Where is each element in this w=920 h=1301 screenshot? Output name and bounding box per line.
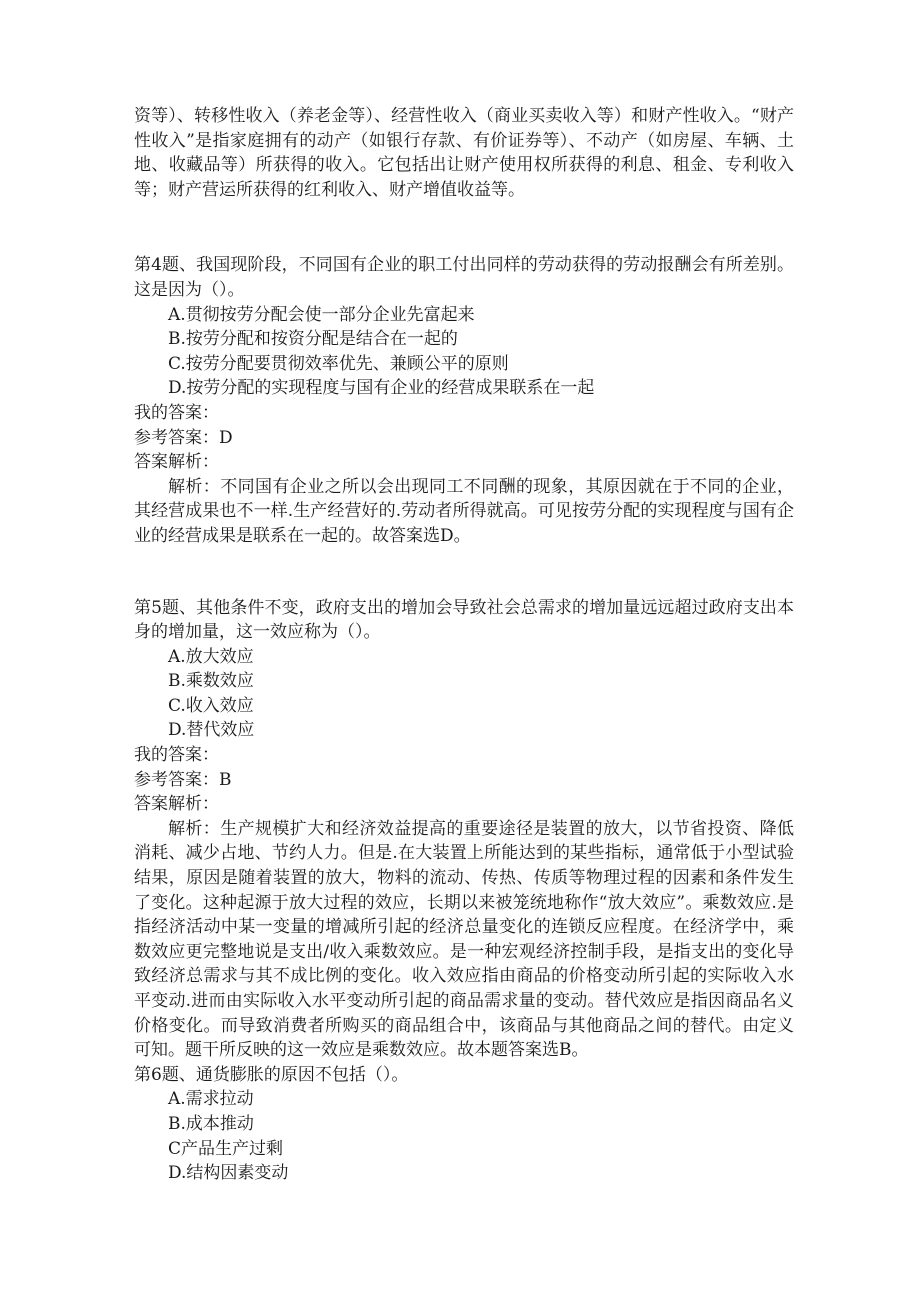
question-5-option-d: D.替代效应 [168, 720, 255, 741]
question-6-option-a: A.需求拉动 [168, 1089, 254, 1110]
question-4-analysis-label: 答案解析： [134, 452, 219, 473]
question-5-analysis: 解析：生产规模扩大和经济效益提高的重要途径是装置的放大，以节省投资、降低消耗、减少占地、节约人力。但是.在大装置上所能达到的某些指标，通常低于小型试验结果，原因是随着装置的放大，物料的流动、传热、传质等物理过程的因素和条件发生了变化。这种起源于放大过程的效应，长期以来被笼统地称作“放大效应”。乘数效应.是指经济活动中某一变量的增减所引起的经济总量变化的连锁反应程度。在经济学中，乘数效应更完整地说是支出/收入乘数效应。是一种宏观经济控制手段，是指支出的变化导致经济总需求与其不成比例的变化。收入效应指由商品的价格变动所引起的实际收入水平变动.进而由实际收入水平变动所引起的商品需求量的变动。替代效应是指因商品名义价格变化。而导致消费者所购买的商品组合中，该商品与其他商品之间的替代。由定义可知。题干所反映的这一效应是乘数效应。故本题答案选B。 [134, 818, 794, 1061]
question-5 [134, 596, 794, 1063]
question-6-option-d: D.结构因素变动 [168, 1163, 289, 1184]
question-6 [134, 1063, 794, 1186]
question-4 [134, 253, 794, 548]
question-4-option-a: A.贯彻按劳分配会使一部分企业先富起来 [168, 304, 475, 325]
intro-paragraph: 资等）、转移性收入（养老金等）、经营性收入（商业买卖收入等）和财产性收入。“财产性收入”是指家庭拥有的动产（如银行存款、有价证券等）、不动产（如房屋、车辆、土地、收藏品等）所获得的收入。它包括出让财产使用权所获得的利息、租金、专利收入等；财产营运所获得的红利收入、财产增值收益等。 [134, 106, 794, 200]
document-page [134, 104, 794, 1186]
question-5-my-answer: 我的答案： [134, 745, 219, 766]
question-4-reference-answer: 参考答案：D [134, 427, 233, 448]
question-4-text: 第4题、我国现阶段，不同国有企业的职工付出同样的劳动获得的劳动报酬会有所差别。这是因为（）。 [134, 255, 794, 300]
spacer [134, 202, 794, 253]
spacer [134, 549, 794, 596]
question-5-option-b: B.乘数效应 [168, 671, 254, 692]
question-6-option-b: B.成本推动 [168, 1113, 254, 1134]
question-4-option-c: C.按劳分配要贯彻效率优先、兼顾公平的原则 [168, 353, 509, 374]
question-4-my-answer: 我的答案： [134, 402, 219, 423]
question-6-option-c: C产品生产过剩 [168, 1138, 284, 1159]
question-4-analysis: 解析：不同国有企业之所以会出现同工不同酬的现象，其原因就在于不同的企业，其经营成果也不一样.生产经营好的.劳动者所得就高。可见按劳分配的实现程度与国有企业的经营成果是联系在一起的。故答案选D。 [134, 476, 794, 546]
question-5-text: 第5题、其他条件不变，政府支出的增加会导致社会总需求的增加量远远超过政府支出本身的增加量，这一效应称为（）。 [134, 597, 794, 643]
question-5-analysis-label: 答案解析： [134, 794, 219, 815]
question-5-option-a: A.放大效应 [168, 646, 254, 667]
question-4-option-d: D.按劳分配的实现程度与国有企业的经营成果联系在一起 [168, 378, 595, 399]
question-5-reference-answer: 参考答案：B [134, 769, 232, 790]
question-4-option-b: B.按劳分配和按资分配是结合在一起的 [168, 329, 458, 350]
question-5-option-c: C.收入效应 [168, 695, 254, 716]
question-6-text: 第6题、通货膨胀的原因不包括（）。 [134, 1064, 409, 1085]
